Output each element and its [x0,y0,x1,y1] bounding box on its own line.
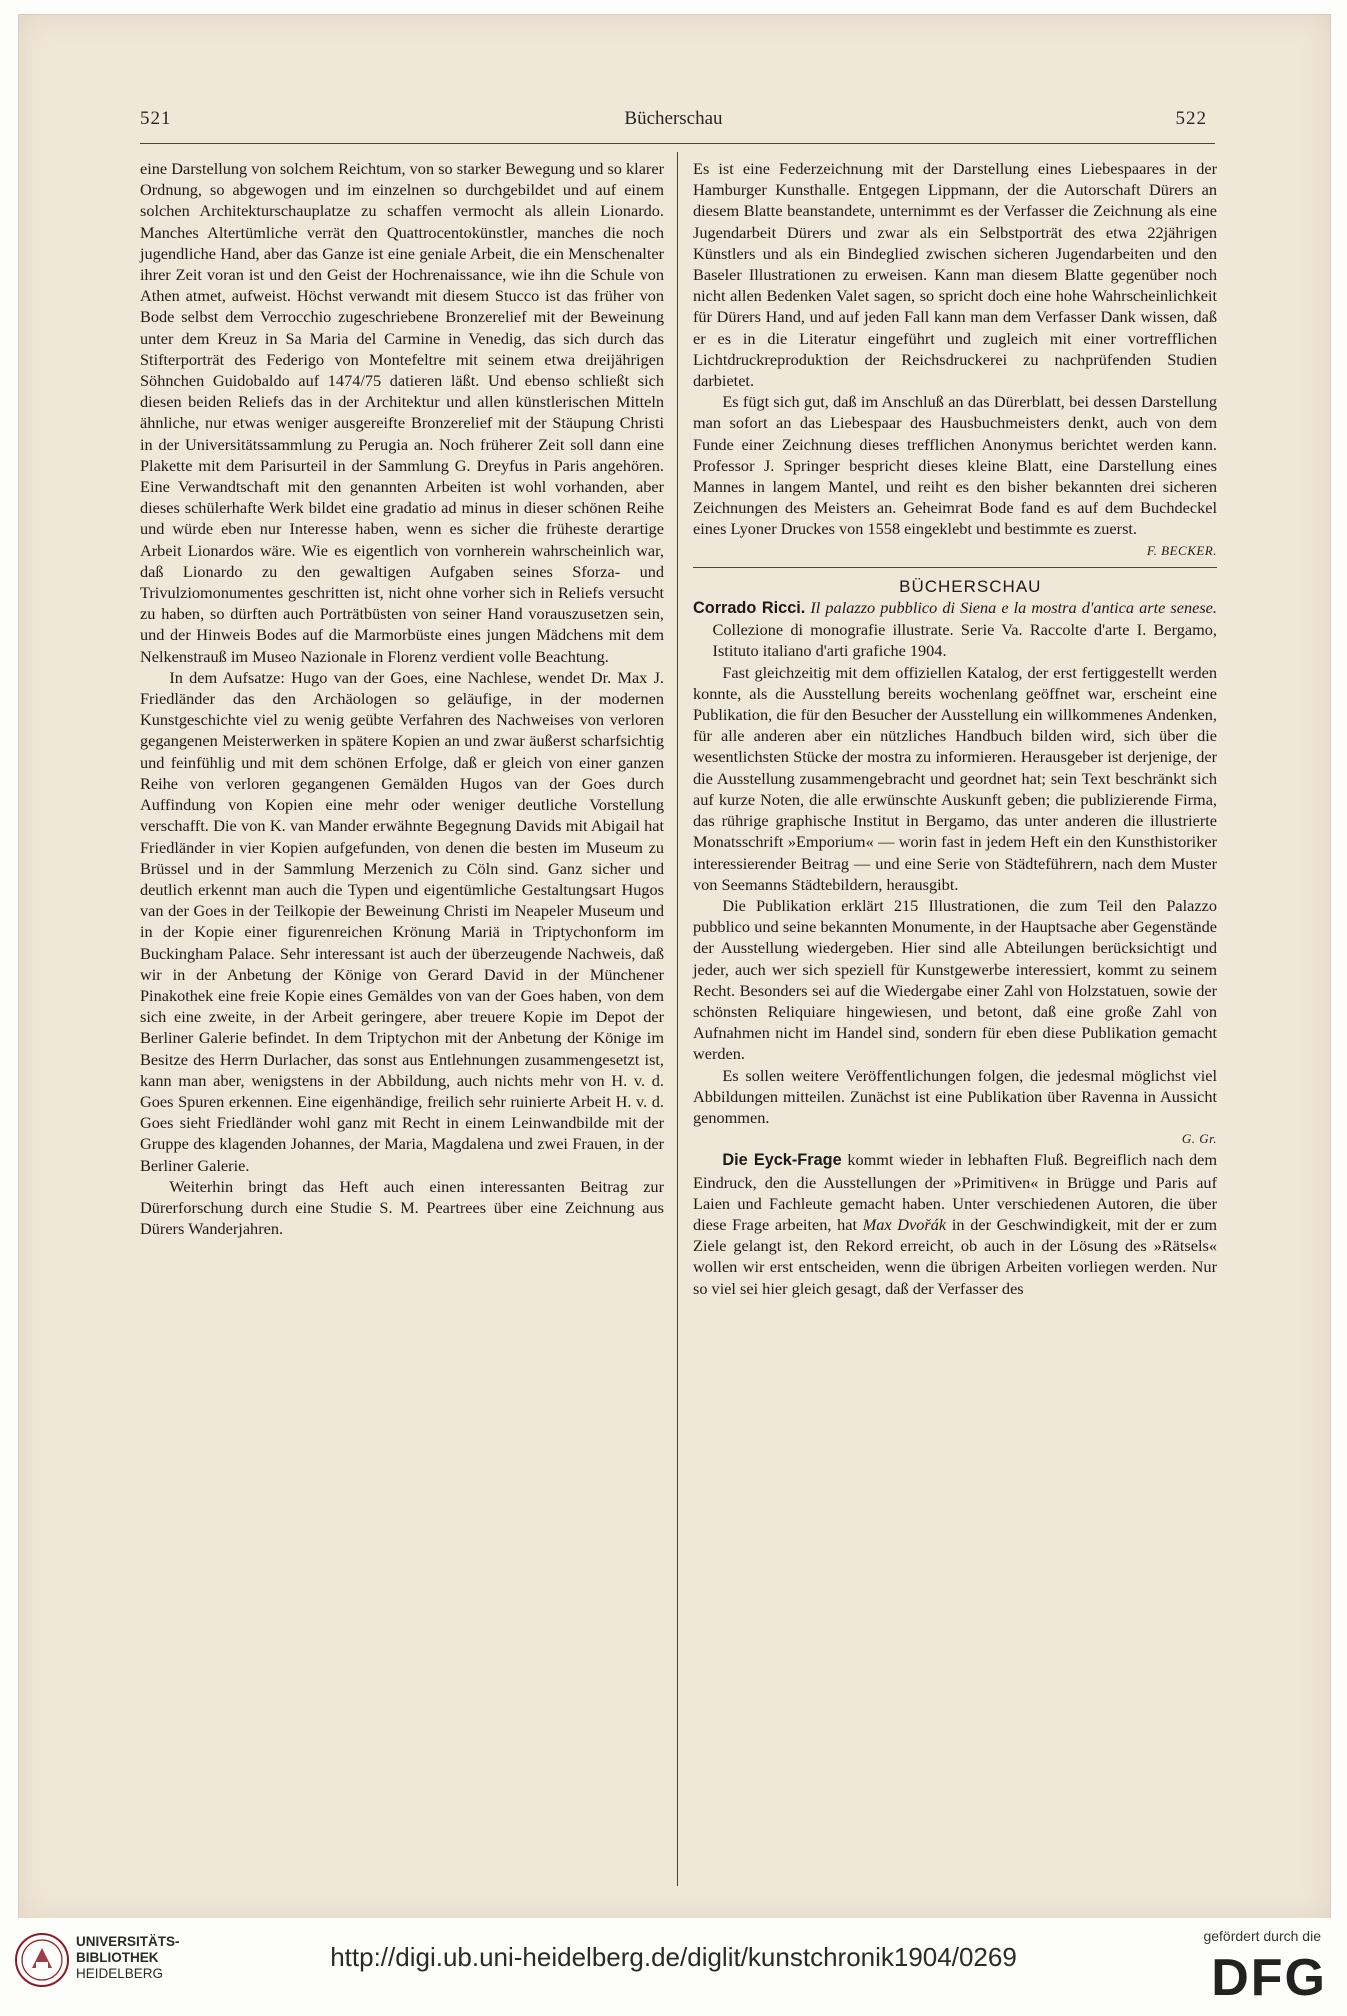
paragraph-text: in der Geschwindigkeit, mit der er zum Ziele gelangt ist, den Rekord erreicht, ob auch in der Lösung des »Rätsels« wollen wir erst entscheiden, wenn die übrigen Arbeiten vorliegen werden. Nur so viel sei hier gleich gesagt, daß der Verfasser des [693,1214,1218,1298]
section-heading: BÜCHERSCHAU [899,576,1042,596]
page-number-left: 521 [140,108,172,129]
paragraph: Weiterhin bringt das Heft auch einen interessanten Beitrag zur Dürerforschung durch eine Studie S. M. Peartrees über eine Zeichnung aus Dürers Wanderjahren. [140,1176,664,1239]
paragraph [693,1149,1217,1298]
paragraph: Es ist eine Federzeichnung mit der Darstellung eines Liebespaares in der Hamburger Kunsthalle. Entgegen Lippmann, der die Autorschaft Dürers an diesem Blatte beanstandete, unternimmt es der Verfasser die Zeichnung als eine Jugendarbeit Dürers und zwar als ein Selbstporträt des etwa 22jährigen Künstlers und als ein Bindeglied zwischen sicheren Jugendarbeiten und den Baseler Illustrationen zu erweisen. Kann man diesem Blatte gegenüber noch nicht allen Bedenken Valet sagen, so spricht doch eine hohe Wahrscheinlichkeit für Dürers Hand, und auf jeden Fall kann man dem Verfasser Dank wissen, daß er es in die Literatur eingeführt und zugleich mit einer vortrefflichen Lichtdruckreproduktion der Reichsdruckerei zu nachprüfenden Studien darbietet. [693,159,1217,391]
funding-label: gefördert durch die [1203,1928,1321,1944]
entry-author: Corrado Ricci. [693,599,806,618]
book-entry [693,597,1217,662]
author-signature: G. Gr. [1181,1131,1217,1147]
running-head [140,108,1207,142]
footer-bar [0,1918,1347,2016]
right-column [693,158,1217,1299]
page-number-right: 522 [1175,108,1207,129]
entry-details: Collezione di monografie illustrate. Serie Va. Raccolte d'arte I. Bergamo, Istituto italiano d'arti grafiche 1904. [712,620,1217,661]
column-divider [677,152,678,1886]
header-rule [140,143,1215,144]
left-column [140,158,664,1239]
cited-author: Max Dvořák [862,1214,947,1234]
paragraph: Die Publikation erklärt 215 Illustrationen, die zum Teil den Palazzo pubblico und seine bekannten Monumente, in der Hauptsache aber Gegenstände der Ausstellung wiedergeben. Hier sind alle Abteilungen berücksichtigt und jeder, auch wer sich speziell für Kunstgewerbe interessiert, kommt zu seinem Recht. Besonders sei auf die Wiedergabe einer Zahl von Holzstatuen, sowie der schönsten Reliquiare hingewiesen, und betont, daß eine große Zahl von Aufnahmen nicht im Handel sind, sondern für eben diese Publikation gemacht werden. [693,895,1217,1064]
library-line: UNIVERSITÄTS- [76,1934,180,1949]
topic-heading: Die Eyck-Frage [722,1151,842,1170]
paragraph: Es fügt sich gut, daß im Anschluß an das Dürerblatt, bei dessen Darstellung man sofort an das Liebespaar des Hausbuchmeisters denkt, auch von dem Funde einer Zeichnung dieses trefflichen Anonymus berichtet werden kann. Professor J. Springer bespricht dieses kleine Blatt, eine Darstellung eines Mannes in langem Mantel, und reiht es den bisher bekannten drei sicheren Zeichnungen des Meisters an. Geheimrat Bode fand es auf dem Buchdeckel eines Lyoner Druckes von 1558 eingeklebt und bestimmte es zuerst. [693,392,1217,539]
source-url-link[interactable]: http://digi.ub.uni-heidelberg.de/diglit/kunstchronik1904/0269 [330,1942,1017,1972]
library-line: HEIDELBERG [76,1966,164,1981]
paragraph: eine Darstellung von solchem Reichtum, von so starker Bewegung und so klarer Ordnung, so abgewogen und im einzelnen so durchgebildet und auf einem solchen Architekturschauplatze zu schaffen vermocht als allein Lionardo. Manches Altertümliche verrät den Quattrocentokünstler, manches die noch jugendliche Hand, aber das Ganze ist eine geniale Arbeit, die ein Menschenalter ihrer Zeit voran ist und den Geist der Hochrenaissance, wie ihn die Schule von Athen atmet, aufweist. Höchst verwandt mit diesem Stucco ist das früher von Bode selbst dem Verrocchio zugeschriebene Bronzerelief mit der Beweinung unter dem Kreuz in Sa Maria del Carmine in Venedig, das sich durch das Stifterporträt des Federigo von Montefeltre mit seinem etwa dreijährigen Söhnchen Guidobaldo auf 1474/75 datieren läßt. Und ebenso schließt sich diesen beiden Reliefs das in der Architektur und allen künstlerischen Mitteln ähnliche, nur etwas weniger ausgereifte Bronzerelief mit der Stäupung Christi in der Universitätssammlung zu Perugia an. Noch früherer Zeit soll dann eine Plakette mit dem Parisurteil in der Sammlung G. Dreyfus in Paris angehören. Eine Verwandtschaft mit den genannten Arbeiten ist wohl vorhanden, aber dieses schülerhafte Werk bildet eine gradatio ad minus in dieser schönen Reihe und würde eben nur Interesse haben, wenn es sicher die früheste derartige Arbeit Lionardos wäre. Wie es eigentlich von vornherein wahrscheinlich war, daß Lionardo zu den gewaltigen Aufgaben seines Sforza- und Trivulziomonumentes geschritten ist, nicht ohne vorher sich in Reliefs versucht zu haben, so dürften auch Porträtbüsten von seiner Hand vorauszusetzen sein, und der Hinweis Bodes auf die Marmorbüste eines jungen Mädchens mit dem Nelkenstrauß im Museo Nazionale in Florenz verdient volle Beachtung. [140,159,664,666]
entry-title: Il palazzo pubblico di Siena e la mostra d'antica arte senese. [810,598,1217,618]
paragraph: Es sollen weitere Veröffentlichungen folgen, die jedesmal möglichst viel Abbildungen mitteilen. Zunächst ist eine Publikation über Ravenna in Aussicht genommen. [693,1065,1217,1127]
paragraph: Fast gleichzeitig mit dem offiziellen Katalog, der erst fertiggestellt werden konnte, als die Ausstellung bereits wochenlang geöffnet war, erscheint eine Publikation, die für den Besucher der Ausstellung ein willkommenes Andenken, für alle anderen aber ein nützliches Handbuch bilden wird, sich über die wesentlichsten Stücke der mostra zu informieren. Herausgeber ist derjenige, der die Ausstellung zusammengebracht und geordnet hat; sein Text beschränkt sich auf kurze Noten, die alle erwünschte Auskunft geben; die publizierende Firma, das rührige graphische Institut in Bergamo, das unter anderen die illustrierte Monatsschrift »Emporium« — worin fast in jedem Heft ein den Kunsthistoriker interessierender Beitrag — und eine Serie von Städteführern, nach dem Muster von Seemanns Städtebildern, herausgibt. [693,662,1217,894]
paragraph: In dem Aufsatze: Hugo van der Goes, eine Nachlese, wendet Dr. Max J. Friedländer das den Archäologen so geläufige, in der modernen Kunstgeschichte viel zu wenig geübte Verfahren des Nachweises von verloren gegangenen Meisterwerken in spätere Kopien an und zwar äußerst scharfsichtig und feinfühlig und mit dem schönen Erfolge, daß er gleich von einer ganzen Reihe von verloren gegangenen Gemälden Hugos van der Goes durch Auffindung von Kopien eine mehr oder weniger deutliche Vorstellung verschafft. Die von K. van Mander erwähnte Begegnung Davids mit Abigail hat Friedländer in vier Kopien aufgefunden, von denen die besten im Museum zu Brüssel und in der Sammlung Merzenich zu Cöln sind. Ganz sicher und deutlich erkennt man auch die Typen und eigentümliche Gestaltungsart Hugos van der Goes in der Teilkopie der Beweinung Christi im Neapeler Museum und in der Kopie einer figurenreichen Krönung Mariä in Triptychonform im Buckingham Palace. Sehr interessant ist auch der überzeugende Nachweis, daß wir in der Anbetung der Könige von Gerard David in der Münchener Pinakothek eine freie Kopie eines Gemäldes von van der Goes haben, von dem sich eine zweite, in der Arbeit geringere, aber treuere Kopie im Depot der Berliner Galerie befindet. In dem Triptychon mit der Anbetung der Könige im Besitze des Herrn Durlacher, das sonst aus Entlehnungen zusammengesetzt ist, kann man aber, wenigstens in der Abbildung, auch nichts mehr von H. v. d. Goes Spuren erkennen. Eine eigenhändige, freilich sehr ruinierte Arbeit H. v. d. Goes sieht Friedländer wohl ganz mit Recht in einem Leinwandbilde mit der Gruppe des klagenden Johannes, der Maria, Magdalena und zwei Frauen, in der Berliner Galerie. [140,667,664,1175]
author-signature: F. BECKER. [1146,542,1217,558]
paragraph-text: kommt wieder in lebhaften Fluß. Begreiflich nach dem Eindruck, den die Ausstellungen der »Primitiven« in Brügge und Paris auf Laien und Fachleute gemacht haben. Unter verschiedenen Autoren, die über diese Frage arbeiten, hat [693,1150,1217,1234]
dfg-logo[interactable]: DFG [1211,1949,1327,2007]
section-rule [693,567,1217,568]
running-title: Bücherschau [624,108,723,129]
library-line: BIBLIOTHEK [76,1950,159,1965]
